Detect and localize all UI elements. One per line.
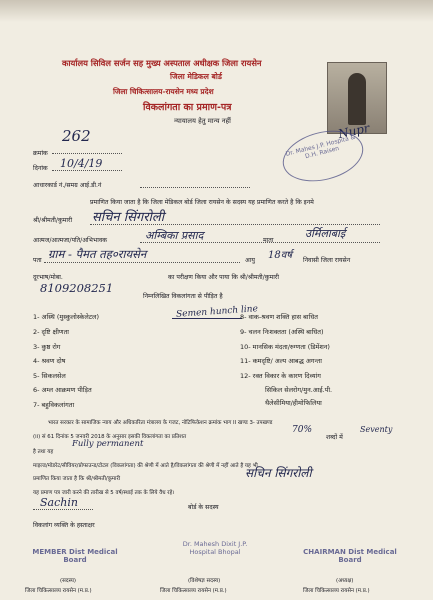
list-left-7: 7- बहुविकलांगता bbox=[33, 401, 75, 409]
specialist-stamp-text: Dr. Mahesh Dixit J.P. Hospital Bhopal bbox=[182, 540, 248, 556]
applicant-sign-line bbox=[33, 509, 93, 510]
mother-value: उर्मिलाबाई bbox=[305, 227, 346, 240]
page-title: विकलांगता का प्रमाण-पत्र bbox=[143, 102, 232, 113]
disability-line: निम्नलिखित विकलांगता से पीड़ित है bbox=[143, 293, 223, 300]
serial-line bbox=[52, 153, 122, 154]
serial-value: 262 bbox=[62, 127, 91, 145]
board-sign-label: बोर्ड के सदस्य bbox=[188, 504, 219, 511]
para3: है तथा यह bbox=[33, 449, 54, 455]
list-left-4: 4- श्रवण दोष bbox=[33, 357, 66, 365]
parent-line bbox=[140, 242, 380, 243]
note-underline bbox=[172, 318, 242, 319]
mobile-label: दूरभाष/मोबा. bbox=[33, 274, 63, 281]
header-hospital: जिला चिकित्सालय-रायसेन मध्य प्रदेश bbox=[113, 87, 214, 96]
member-stamp bbox=[30, 548, 120, 578]
photo-stamp bbox=[277, 123, 368, 189]
photo-stamp-text: Dr. Mahes J.P. Hospita & D.H. Raisen bbox=[285, 133, 356, 161]
header-office: कार्यालय सिविल सर्जन सह मुख्य अस्पताल अधीक्षक जिला रायसेन bbox=[62, 58, 262, 68]
aadhar-label: आधारकार्ड नं./समग्र आई.डी.नं bbox=[33, 182, 102, 189]
para5: प्रमाणित किया जाता है कि श्री/श्रीमती/कुमारी bbox=[33, 476, 121, 482]
sign-member-title: (सदस्य) bbox=[60, 578, 76, 584]
list-right-12b: सिकिल सेलरोग/मुन.आई.पी. bbox=[265, 386, 333, 394]
address-label: पता bbox=[33, 257, 42, 264]
percent-words: Seventy bbox=[360, 425, 393, 434]
list-right-9: 9- चलन निःशक्तता (अस्थि बाधित) bbox=[240, 328, 324, 336]
exam-line: का परीक्षण किया और पाया कि श्री/श्रीमती/कुमारी bbox=[168, 274, 279, 281]
nature-value: Fully permanent bbox=[72, 439, 144, 449]
list-right-8: 8- वाक-श्रवण शक्ति हास बाधित bbox=[240, 313, 318, 321]
photo-figure bbox=[348, 73, 366, 125]
name-line bbox=[90, 224, 380, 225]
age-value: 18वर्ष bbox=[268, 250, 293, 261]
list-right-11: 11- कमदृष्टि/ अल्प आबद्ध अगन्ता bbox=[240, 357, 322, 365]
percent-suffix: शब्दों में bbox=[326, 434, 343, 441]
sign-specialist-title: (विशेषज्ञ सदस्य) bbox=[188, 578, 221, 584]
specialist-stamp bbox=[170, 540, 260, 568]
address-value: ग्राम - पैमत तह०रायसेन bbox=[48, 247, 147, 261]
member-stamp-text: MEMBER Dist Medical Board bbox=[32, 548, 118, 564]
certify-line: प्रमाणित किया जाता है कि जिला मेडिकल बोर्ड जिला रायसेन के सदस्य यह प्रमाणित करते है कि इनमे bbox=[90, 199, 314, 206]
list-left-6: 6- अम्ल आक्रमण पीड़ित bbox=[33, 386, 92, 394]
para2: (ii) सं 61 दिनांक 5 जनवरी 2018 के अनुसार इसकी विकलांगता का प्रतिशत bbox=[33, 434, 187, 440]
address-line bbox=[44, 262, 240, 263]
mobile-value: 8109208251 bbox=[40, 281, 114, 295]
list-left-5: 5- सिकलसेल bbox=[33, 372, 66, 380]
chairman-stamp bbox=[300, 548, 400, 578]
name-label: श्री/श्रीमती/कुमारी bbox=[33, 217, 73, 224]
date-label: दिनांक bbox=[33, 165, 48, 172]
mother-label: माता bbox=[263, 237, 274, 244]
date-line bbox=[52, 170, 122, 171]
page-shadow bbox=[0, 0, 433, 22]
header-board: जिला मेडिकल बोर्ड bbox=[170, 72, 222, 81]
name-again: सचिन सिंगरोली bbox=[245, 466, 312, 480]
chairman-stamp-text: CHAIRMAN Dist Medical Board bbox=[303, 548, 397, 564]
list-right-10: 10- मानसिक मंदता/रुग्णता (डिमेंशन) bbox=[240, 343, 330, 351]
para6: यह प्रमाण पत्र जारी करने की तारीख से 5 वर्ष/स्थाई तक के लिये वैध रहे। bbox=[33, 490, 175, 496]
sign-specialist-office: जिला चिकित्सालय रायसेन (म.प्र.) bbox=[160, 588, 227, 594]
list-right-12: 12- रक्त विकार के कारण दिव्यांग bbox=[240, 372, 321, 380]
sign-member-office: जिला चिकित्सालय रायसेन (म.प्र.) bbox=[25, 588, 92, 594]
parent-label: आत्मज/आत्मजा/पति/अभिभावक bbox=[33, 237, 108, 244]
photo-signature: Nupr bbox=[336, 120, 371, 142]
para4: माइल्ड/मोडरेट/सीवियर/प्रोफाउन्ड/टोटल (विकलांगता) की श्रेणी में आते है/विकलांगता की श्रेणी में नहीं आते है यह भी bbox=[33, 463, 258, 469]
parent-value: अम्बिका प्रसाद bbox=[145, 229, 204, 242]
applicant-signature: Sachin bbox=[40, 496, 78, 509]
age-label: आयु bbox=[245, 257, 255, 264]
sign-chairman-office: जिला चिकित्सालय रायसेन (म.प्र.) bbox=[303, 588, 370, 594]
list-left-3: 3- कुष्ठ रोग bbox=[33, 343, 61, 351]
date-value: 10/4/19 bbox=[60, 157, 103, 170]
list-right-12c: थैलेसीमिया/हीमोफिलिया bbox=[265, 399, 322, 407]
percent-value: 70% bbox=[292, 425, 313, 435]
name-value: सचिन सिंगरोली bbox=[92, 210, 165, 225]
serial-label: क्रमांक bbox=[33, 150, 48, 157]
resident-label: निवासी जिला रायसेन bbox=[303, 257, 351, 264]
applicant-sign-label: विकलांग व्यक्ति के हस्ताक्षर bbox=[33, 522, 95, 529]
page-subtitle: न्यायालय हेतु मान्य नहीं bbox=[174, 117, 231, 125]
aadhar-line bbox=[140, 187, 250, 188]
para1: भारत सरकार के सामाजिक न्याय और अधिकारिता मंत्रालय के गजट, नोटिफिकेशन क्रमांक भाग II खण्ड 3- उपखण्ड bbox=[48, 420, 273, 426]
list-left-1: 1- अस्थि (मुस्कुलोस्केलेटल) bbox=[33, 313, 99, 321]
sign-chairman-title: (अध्यक्ष) bbox=[336, 578, 354, 584]
list-left-2: 2- दृष्टि क्षीणता bbox=[33, 328, 69, 336]
handwritten-note: Semen hunch line bbox=[175, 304, 259, 320]
